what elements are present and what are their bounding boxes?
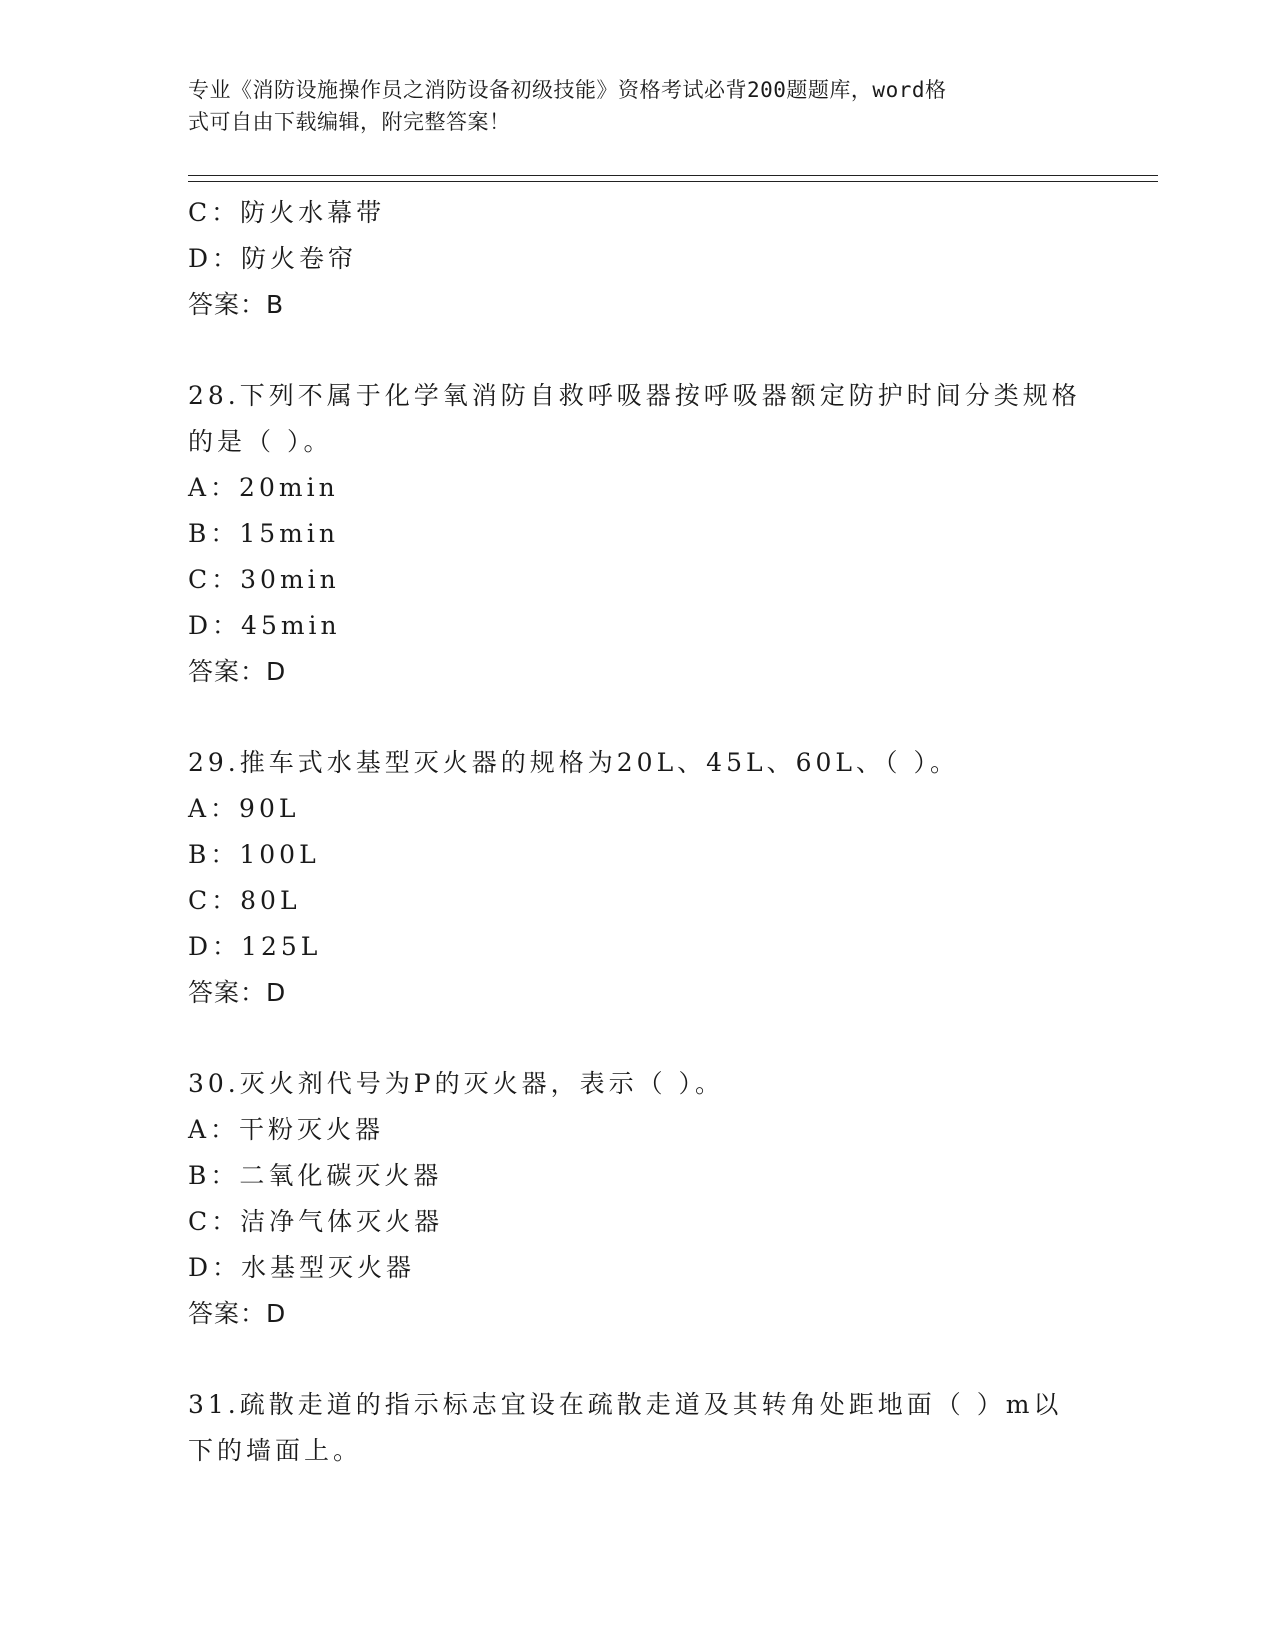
question-29 bbox=[188, 740, 1088, 1016]
option-a: A：90L bbox=[188, 794, 300, 823]
option-c: C：30min bbox=[188, 565, 340, 594]
question-30 bbox=[188, 1061, 1088, 1337]
question-list bbox=[188, 190, 1088, 1474]
option-b: B：二氧化碳灭火器 bbox=[188, 1161, 443, 1190]
question-stem-continued: 下的墙面上。 bbox=[188, 1436, 363, 1465]
answer: 答案：D bbox=[188, 657, 287, 686]
option-b: B：100L bbox=[188, 840, 320, 869]
header-divider-top bbox=[188, 175, 1158, 176]
option-d: D：防火卷帘 bbox=[188, 244, 358, 273]
option-d: D：水基型灭火器 bbox=[188, 1253, 416, 1282]
option-c: C：防火水幕带 bbox=[188, 198, 386, 227]
header-line-1: 专业《消防设施操作员之消防设备初级技能》资格考试必背200题题库，word格 bbox=[188, 78, 947, 102]
question-stem: 30.灭火剂代号为P的灭火器，表示（ ）。 bbox=[188, 1069, 725, 1098]
answer: 答案：D bbox=[188, 978, 287, 1007]
answer: 答案：D bbox=[188, 1299, 287, 1328]
question-stem-continued: 的是（ ）。 bbox=[188, 427, 333, 456]
option-d: D：45min bbox=[188, 611, 341, 640]
question-stem: 28.下列不属于化学氧消防自救呼吸器按呼吸器额定防护时间分类规格 bbox=[188, 381, 1081, 410]
question-28 bbox=[188, 373, 1088, 695]
option-c: C：洁净气体灭火器 bbox=[188, 1207, 444, 1236]
document-header bbox=[188, 74, 1068, 138]
question-31 bbox=[188, 1382, 1088, 1474]
answer: 答案：B bbox=[188, 290, 285, 319]
question-27-tail bbox=[188, 190, 1088, 328]
question-stem: 31.疏散走道的指示标志宜设在疏散走道及其转角处距地面（ ）m以 bbox=[188, 1390, 1063, 1419]
option-a: A：20min bbox=[188, 473, 339, 502]
question-stem: 29.推车式水基型灭火器的规格为20L、45L、60L、（ ）。 bbox=[188, 748, 959, 777]
option-c: C：80L bbox=[188, 886, 301, 915]
option-a: A：干粉灭火器 bbox=[188, 1115, 385, 1144]
option-d: D：125L bbox=[188, 932, 322, 961]
header-divider-bottom bbox=[188, 181, 1158, 182]
option-b: B：15min bbox=[188, 519, 339, 548]
header-line-2: 式可自由下载编辑，附完整答案！ bbox=[188, 110, 511, 134]
